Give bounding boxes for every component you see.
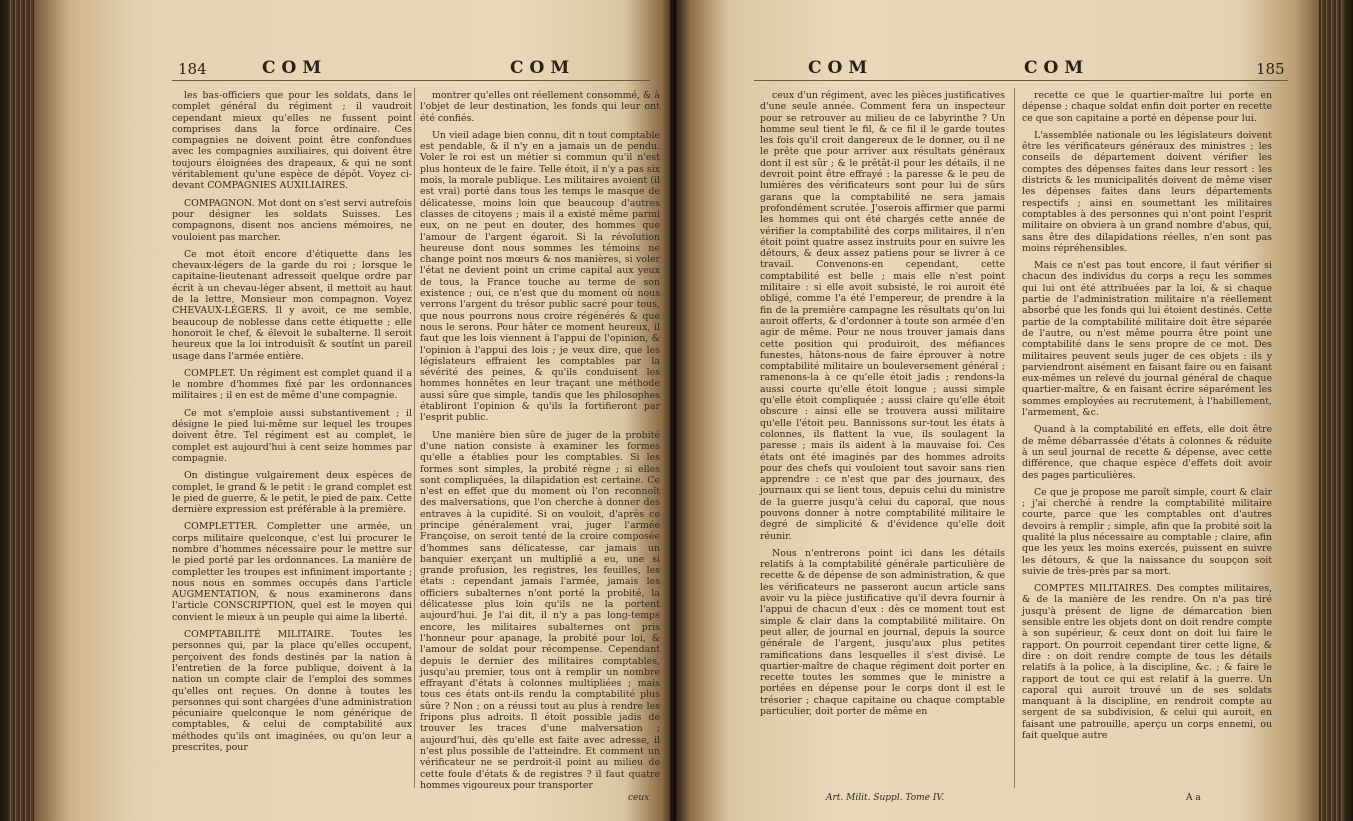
- left-running-head-1: COM: [262, 58, 328, 78]
- paragraph: Une manière bien sûre de juger de la probité d'une nation consiste à examiner les formes qu'elle a établies pour les comptables. Si les formes sont simples, la probité règne ; si elles sont compliquées, la dilapidation est certaine. Ce n'est en effet que du moment où l'on reconnoît des malversations, que l'on cherche à donner des entraves à la cupidité. Si on vouloit, d'après ce principe généralement vrai, juger l'armée Françoise, on seroit tenté de la croire composée d'hommes sans délicatesse, car jamais un banquier exerçant un multiplié a eu, une si grande profusion, les registres, les feuilles, les états : cependant jamais l'armée, jamais les officiers subalternes n'ont porté la probité, la délicatesse plus loin qu'ils ne la portent aujourd'hui. Je l'ai dit, il n'y a pas long-temps encore, les militaires subalternes ont pris l'honneur pour apanage, la probité pour loi, & l'amour de soldat pour récompense. Cependant depuis le dernier des militaires comptables, jusqu'au premier, tous ont à remplir un nombre effrayant d'états à colonnes multipliées ; mais tous ces états ont-ils rendu la comptabilité plus sûre ? Non ; on a réussi tout au plus à rendre les fripons plus adroits. Il étoit possible jadis de trouver les traces d'une malversation ; aujourd'hui, dès qu'elle est faite avec adresse, il n'est plus possible de l'atteindre. Et comment un vérificateur ne se perdroit-il point au milieu de cette foule d'états & de registres ? il faut quatre hommes vigoureux pour transporter: [420, 429, 660, 791]
- paragraph: Mais ce n'est pas tout encore, il faut vérifier si chacun des individus du corps a reçu les sommes qui lui ont été attribuées par la loi, & si chaque partie de l'administration militaire n'a réellement absorbé que les fonds qui lui étoient destinés. Cette partie de la comptabilité militaire doit être séparée de l'autre, ou n'est même pourra être point une comptabilité dans le sens propre de ce mot. Des militaires peuvent seuls juger de ces objets : ils y parviendront aisément en faisant faire ou en faisant eux-mêmes un relevé du journal général de chaque quartier-maître, & en faisant écrire séparément les sommes employées au recrutement, à l'habillement, l'armement, &c.: [1022, 260, 1272, 419]
- right-running-head-1: COM: [808, 58, 874, 78]
- paragraph: ceux d'un régiment, avec les pièces justificatives d'une seule année. Comment fera un inspecteur pour se retrouver au milieu de ce labyrinthe ? Un homme seul tient le fil, & ce fil il le garde toutes les fois qu'il croit dangereux de le donner, ou il ne le prête que pour arriver aux résultats généraux dont il est sûr ; & le prêtât-il pour les détails, il ne devroit point être effrayé : la paresse & le peu de lumières des vérificateurs sont pour lui de sûrs garans que la comptabilité ne sera jamais profondément scrutée. J'oserois affirmer que parmi les hommes qui ont été chargés cette année de vérifier la comptabilité des corps militaires, il n'en étoit point quatre assez instruits pour en suivre les détours, & deux assez patiens pour se livrer à ce travail. Convenons-en cependant, cette comptabilité est belle ; mais elle n'est point militaire : si elle avoit subsisté, le roi auroit été obligé, comme l'a été l'empereur, de prendre à la fin de la première campagne les résultats qu'on lui auroit offerts, & d'ordonner à toute son armée d'en agir de même. Pour ne nous trouver jamais dans cette position qui produiroit, des méfiances funestes, hâtons-nous de faire éprouver à notre comptabilité militaire un bouleversement général ; ramenons-la à ce qu'elle étoit jadis ; rendons-la aussi courte qu'elle étoit longue ; aussi simple qu'elle étoit compliquée ; aussi claire qu'elle étoit obscure : ainsi elle se trouvera aussi militaire qu'elle l'étoit peu. Bannissons sur-tout les états à colonnes, ils flattent la vue, ils soulagent la paresse ; mais ils aident à la mauvaise foi. Ces états ont été imaginés par des hommes adroits pour des chefs qui vouloient tout savoir sans rien apprendre : ce n'est que par des journaux, des journaux qui se lient tous, depuis celui du ministre de la guerre jusqu'à celui du caporal, que nous pouvons donner à notre comptabilité militaire le degré de simplicité & d'évidence qu'elle doit réunir.: [760, 90, 1005, 542]
- book-edge-left: [8, 0, 34, 821]
- paragraph: recette ce que le quartier-maître lui porte en dépense ; chaque soldat enfin doit porter en recette ce que son capitaine a porté en dépense pour lui.: [1022, 90, 1272, 124]
- paragraph: Un vieil adage bien connu, dit n tout comptable est pendable, & il n'y en a jamais un de pendu. Voler le roi est un métier si commun qu'il n'est plus honteux de le faire. Telle étoit, il n'y a pas six mois, la morale publique. Les militaires avoient (il est vrai) porté dans tous les temps le masque de délicatesse, moins loin que beaucoup d'autres classes de citoyens ; mais il a existé même parmi eux, on ne peut en douter, des hommes que l'amour de l'argent égaroit. Si la révolution heureuse dont nous sommes les témoins ne change point nos mœurs & nos manières, si voler l'état ne devient point un crime capital aux yeux de tous, la France touche au terme de son existence ; oui, ce n'est que du moment où nous verrons l'argent du trésor public sacré pour tous, que nous pourrons nous croire régénérés & que nous le serons. Pour hâter ce moment heureux, il faut que les lois viennent à l'appui de l'opinion, & l'opinion à l'appui des lois ; je veux dire, que les législateurs effraient les comptables par la sévérité des peines, & qu'ils conduisent les hommes honnêtes en leur traçant une méthode aussi sûre que simple, tandis que les philosophes établiront l'opinion & qu'ils la fortifieront par l'esprit public.: [420, 129, 660, 424]
- paragraph: COMPLET. Un régiment est complet quand il a le nombre d'hommes fixé par les ordonnances militaires ; il en est de même d'une compagnie.: [172, 367, 412, 402]
- paragraph: Ce mot s'emploie aussi substantivement ; il désigne le pied lui-même sur lequel les troupes doivent être. Tel régiment est au complet, le complet est aujourd'hui à cent seize hommes par compagnie.: [172, 407, 412, 464]
- paragraph: L'assemblée nationale ou les législateurs doivent être les vérificateurs généraux des ministres ; les conseils de département doivent vérifier les comptes des dépenses faites dans leur ressort : les districts & les municipalités doivent de même viser les dépenses faites dans leurs départements respectifs ; ainsi en soumettant les militaires comptables à des personnes qui n'ont point l'esprit militaire on obviera à un grand nombre d'abus, qui, sans être des dilapidations réelles, n'en sont pas moins répréhensibles.: [1022, 129, 1272, 254]
- catchword: ceux: [628, 793, 650, 803]
- header-rule: [754, 80, 1288, 81]
- right-running-head-2: COM: [1024, 58, 1090, 78]
- paragraph: COMPTES MILITAIRES. Des comptes militaires, & de la manière de les rendre. On n'a pas tiré jusqu'à présent de ligne de démarcation bien sensible entre les objets dont on doit rendre compte à son supérieur, & ceux dont on doit lui faire le rapport. On pourroit cependant tirer cette ligne, & dire : on doit rendre compte de tous les détails relatifs à la police, à la discipline, &c. ; & faire le rapport de tout ce qui est relatif à la guerre. Un caporal qui auroit trouvé un de ses soldats manquant à la discipline, en rendroit compte au sergent de sa subdivision, & celui qui auroit, en faisant une patrouille, aperçu un corps ennemi, ou fait quelque autre: [1022, 583, 1272, 742]
- paragraph: COMPLETTER. Completter une armée, un corps militaire quelconque, c'est lui procurer le nombre d'hommes nécessaire pour le mettre sur le pied porté par les ordonnances. La manière de completter les troupes est infiniment importante ; nous nous en sommes occupés dans l'article AUGMENTATION, & nous examinerons dans l'article CONSCRIPTION, quel est le moyen qui convient le mieux à un peuple qui aime la liberté.: [172, 521, 412, 623]
- right-column-1: [760, 90, 1005, 723]
- book-edge-right: [1319, 0, 1345, 821]
- right-page: [676, 0, 1353, 821]
- right-column-2: [1022, 90, 1272, 747]
- column-divider: [1014, 88, 1015, 788]
- paragraph: On distingue vulgairement deux espèces de complet, le grand & le petit : le grand complet est le pied de guerre, & le petit, le pied de paix. Cette dernière expression est préférable à la première.: [172, 470, 412, 516]
- paragraph: Nous n'entrerons point ici dans les détails relatifs à la comptabilité générale particulière de recette & de dépense de son administration, & que les vérificateurs ne passeront aucun article sans avoir vu la pièce justificative qu'il devra fournir à l'appui de chacun d'eux : dès ce moment tout est simple & clair dans la comptabilité militaire. On peut aller, de journal en journal, depuis la source générale de l'argent, jusqu'aux plus petites ramifications dans lesquelles il s'est divisé. Le quartier-maître de chaque régiment doit porter en recette toutes les sommes que le ministre a portées en dépense pour le corps dont il est le trésorier ; chaque capitaine ou chaque comptable particulier, doit porter de même en: [760, 547, 1005, 718]
- left-page-number: 184: [178, 60, 207, 78]
- paragraph: Quand à la comptabilité en effets, elle doit être de même débarrassée d'états à colonnes & réduite à un seul journal de recette & dépense, avec cette différence, que chaque espèce d'effets doit avoir des pages particulières.: [1022, 424, 1272, 481]
- paragraph: les bas-officiers que pour les soldats, dans le complet général du régiment ; il vaudroit cependant mieux qu'elles ne fussent point comprises dans la force ordinaire. Ces compagnies ne doivent point être confondues avec les compagnies auxiliaires, qui doivent être toujours éloignées des drapeaux, & qui ne sont véritablement qu'une espèce de dépôt. Voyez ci-devant COMPAGNIES AUXILIAIRES.: [172, 90, 412, 192]
- left-column-1: [172, 90, 412, 759]
- header-rule: [172, 80, 650, 81]
- paragraph: montrer qu'elles ont réellement consommé, & à l'objet de leur destination, les fonds qui leur ont été confiés.: [420, 90, 660, 124]
- paragraph: Ce que je propose me paroît simple, court & clair ; j'ai cherché à rendre la comptabilité militaire courte, parce que les comptables ont d'autres devoirs à remplir ; simple, afin que la probité soit la qualité la plus nécessaire au comptable ; claire, afin que les yeux les moins exercés, puissent en suivre les détours, & que la naissance du soupçon soit suivie de très-près par sa mort.: [1022, 486, 1272, 577]
- paragraph: COMPAGNON. Mot dont on s'est servi autrefois pour désigner les soldats Suisses. Les compagnons, disent nos anciens mémoires, ne vouloient pas marcher.: [172, 197, 412, 243]
- column-divider: [414, 88, 415, 788]
- paragraph: COMPTABILITÉ MILITAIRE. Toutes les personnes qui, par la place qu'elles occupent, perçoivent des fonds destinés par la nation à l'entretien de la force publique, doivent à la nation un compte clair de l'emploi des sommes qu'elles ont reçues. On donne à toutes les personnes qui sont chargées d'une administration pécuniaire quelconque le nom générique de comptables, & celui de comptabilité aux méthodes qu'ils ont imaginées, ou qu'on leur a prescrites, pour: [172, 629, 412, 754]
- right-page-number: 185: [1256, 60, 1285, 78]
- volume-footer: Art. Milit. Suppl. Tome IV.: [826, 793, 945, 803]
- signature-mark: A a: [1186, 793, 1201, 803]
- left-running-head-2: COM: [510, 58, 576, 78]
- paragraph: Ce mot étoit encore d'étiquette dans les chevaux-légers de la garde du roi ; lorsque le capitaine-lieutenant adressoit quelque ordre par écrit à un chevau-léger absent, il mettoit au haut de la lettre, Monsieur mon compagnon. Voyez CHEVAUX-LÉGERS. Il y avoit, ce me semble, beaucoup de noblesse dans cette étiquette ; elle honoroit le chef, & élevoit le subalterne. Il seroit heureux que la loi introduisît & soutînt un pareil usage dans l'armée entière.: [172, 248, 412, 362]
- left-column-2: [420, 90, 660, 797]
- left-page: [0, 0, 676, 821]
